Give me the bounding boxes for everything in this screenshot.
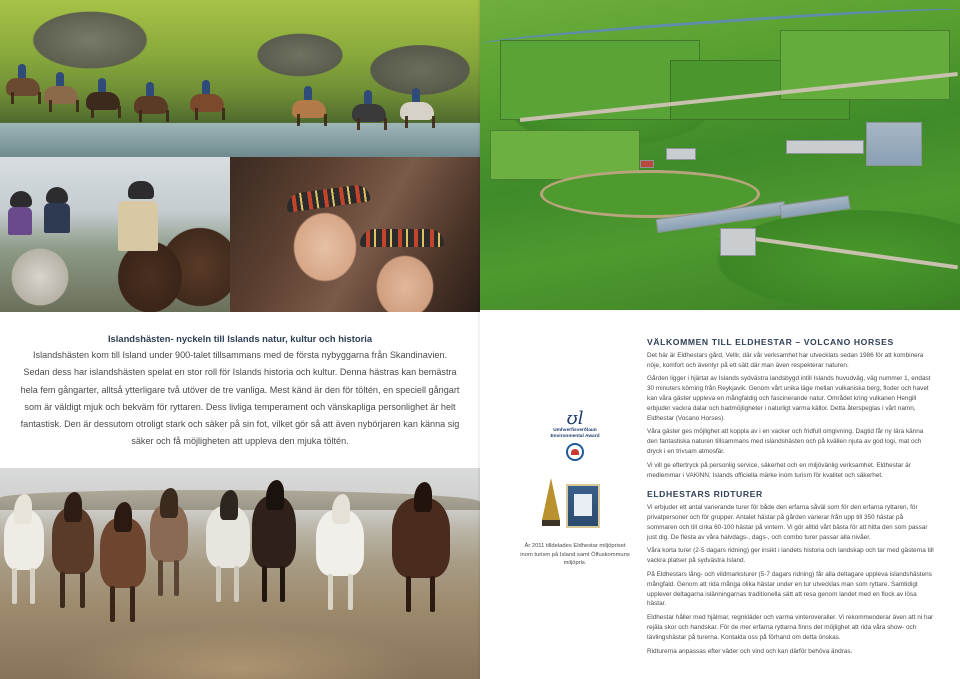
photo-aerial-farm-view [480, 0, 960, 310]
child-rider [44, 203, 70, 233]
award-subtitle: Environmental Award [550, 433, 600, 439]
photo-riders-by-lake [0, 0, 480, 157]
rider-on-horse [44, 86, 78, 104]
rider-on-horse [134, 96, 168, 114]
barn-building [640, 160, 654, 168]
horse [100, 518, 146, 588]
child-rider [8, 207, 32, 235]
bandana [285, 183, 371, 213]
horse [150, 504, 188, 562]
trophy-icon [542, 478, 560, 526]
tours-paragraph: Ridturerna anpassas efter väder och vind och kan därför behöva ändras. [647, 647, 853, 655]
intro-line: Sedan dess har islandshästen spelat en stor roll för Islands historia och kultur. Denna hästras kan bemästra [23, 367, 457, 378]
certificate-icon [566, 484, 600, 528]
right-page [480, 0, 960, 679]
environmental-award-logo [540, 410, 610, 470]
horse [206, 506, 250, 568]
tours-paragraph: På Eldhestars lång- och vildmarksturer (5-7 dagars ridning) får alla deltagare uppleva islandshästens mångfald. Genom att rida många olika hästar under en tur utvecklas man som ryttare. Samtidigt upplever deltagarna islänningarnas traditionella sätt att resa genom landet med en flock av lösa hästar. [647, 570, 932, 608]
horse [392, 498, 450, 578]
child-rider [118, 201, 158, 251]
award-badge-icon [566, 443, 584, 461]
welcome-paragraph: Gården ligger i hjärtat av Islands sydvästra landsbygd intill Islands huvudväg, väg nummer 1, endast 30 minuters körning från Reykjavik. Genom vårt unika läge mellan vulkaniska berg, floder och havet kan våra gäster uppleva en mångfaldig och fascinerande natur. Området kring vulkanen Hengill erbjuder vackra dalar och badmöjligheter i naturligt varma källor. Detta återspeglas i vårt namn, Eldhestar (Vocano Horses). [647, 375, 931, 422]
award-name: Umhverfisverðlaun [553, 428, 597, 433]
rider-on-horse [86, 92, 120, 110]
welcome-paragraph: Det här är Eldhestars gård, Vellir, där vår verksamhet har utvecklats sedan 1986 för att kombinera nöje, komfort och äventyr på ett sätt där man även respekterar naturen. [647, 351, 924, 369]
intro-text-block [0, 330, 480, 450]
helmet [10, 191, 32, 207]
welcome-paragraph: Vi vill ge eftertryck på personlig service, säkerhet och en miljövänlig verksamhet. Eldhestar är medlemmar i VAKINN, Islands officiella märke inom turism för kvalitet och säkerhet. [647, 461, 911, 479]
rider-on-horse [352, 104, 386, 122]
welcome-heading: VÄLKOMMEN TILL ELDHESTAR – VOLCANO HORSES [647, 337, 894, 347]
tours-paragraph: Eldhestar håller med hjälmar, regnkläder och varma vinteroveraller. Vi rekommenderar även att ni har rejäla skor och handskar. För de mer erfarna ryttarna finns det möjlighet att rida våra show- och tävlingshästar på turerna. Kontakta oss på förhand om detta önskas. [647, 614, 934, 641]
intro-title: Islandshästen- nyckeln till Islands natur, kultur och historia [107, 333, 373, 344]
intro-line: Islandshästen kom till Island under 900-talet tillsammans med de första nybyggarna från Skandinavien. [33, 350, 447, 361]
helmet [46, 187, 68, 203]
horse [252, 496, 296, 568]
photo-running-horse-herd [0, 468, 480, 679]
intro-line: säker och få möjligheten att uppleva den mjuka töltén. [131, 436, 349, 447]
photo-women-riders [230, 157, 480, 312]
award-caption: År 2011 tilldelades Eldhestar miljöpriset inom turism på Island samt Ölfuskommuns miljöpris. [520, 543, 630, 567]
rider-on-horse [292, 100, 326, 118]
tours-paragraph: Vi erbjuder ett antal varierande turer för både den erfarna såväl som för den erfarna ryttaren, för privatpersoner och för grupper. Antalet hästar på gården varierar från upp till 350 hästar på sommaren och till cirka 60-100 hästar på vintern. Vi gör alltid vårt bästa för att hitta den som passar just dig. De flesta av våra halvdags-, dags-, och combo turer passar alla nivåer. [647, 504, 928, 541]
helmet [128, 181, 154, 199]
right-text-column [647, 338, 935, 660]
bandana [360, 229, 444, 247]
horse [4, 510, 44, 570]
intro-line: fantastisk. Den är dessutom otroligt stark och säker på sin fot, vilket gör så att även nybörjaren kan känna sig [20, 419, 460, 430]
photo-children-riding [0, 157, 230, 312]
award-mark: ʊl [566, 408, 584, 429]
welcome-paragraph: Våra gäster ges möjlighet att koppla av i en vacker och fridfull omgivning. Dagtid får ny lära känna den fantastiska naturen tillsammans med islandshästen och på kvällen njuta av god logi, mat och dryck i en trivsam atmosfär. [647, 428, 924, 455]
hotel-building [720, 228, 756, 256]
rider-on-horse [190, 94, 224, 112]
shed-building [666, 148, 696, 160]
intro-line: som är väldigt mjuk och bekväm för ryttaren. Dess livliga temperament och vänskapliga personlighet är helt [24, 401, 456, 412]
rider-on-horse [6, 78, 40, 96]
tours-heading: ELDHESTARS RIDTURER [647, 489, 763, 500]
lake-reflection [0, 123, 480, 157]
riding-hall-building [866, 122, 922, 166]
horse [52, 508, 94, 574]
horse [316, 510, 364, 576]
hotel-building [779, 195, 850, 219]
rider-on-horse [400, 102, 434, 120]
intro-line: hela fem gångarter, alltså ytterligare två utöver de tre vanliga. Mest känd är den för töltén, en speciell gångart [20, 384, 460, 395]
stable-building [786, 140, 864, 154]
tours-paragraph: Våra korta turer (2-5 dagars ridning) ger insikt i landets historia och landskap och tar med gästerna till vackra platser på sydvästra Island. [647, 547, 934, 565]
